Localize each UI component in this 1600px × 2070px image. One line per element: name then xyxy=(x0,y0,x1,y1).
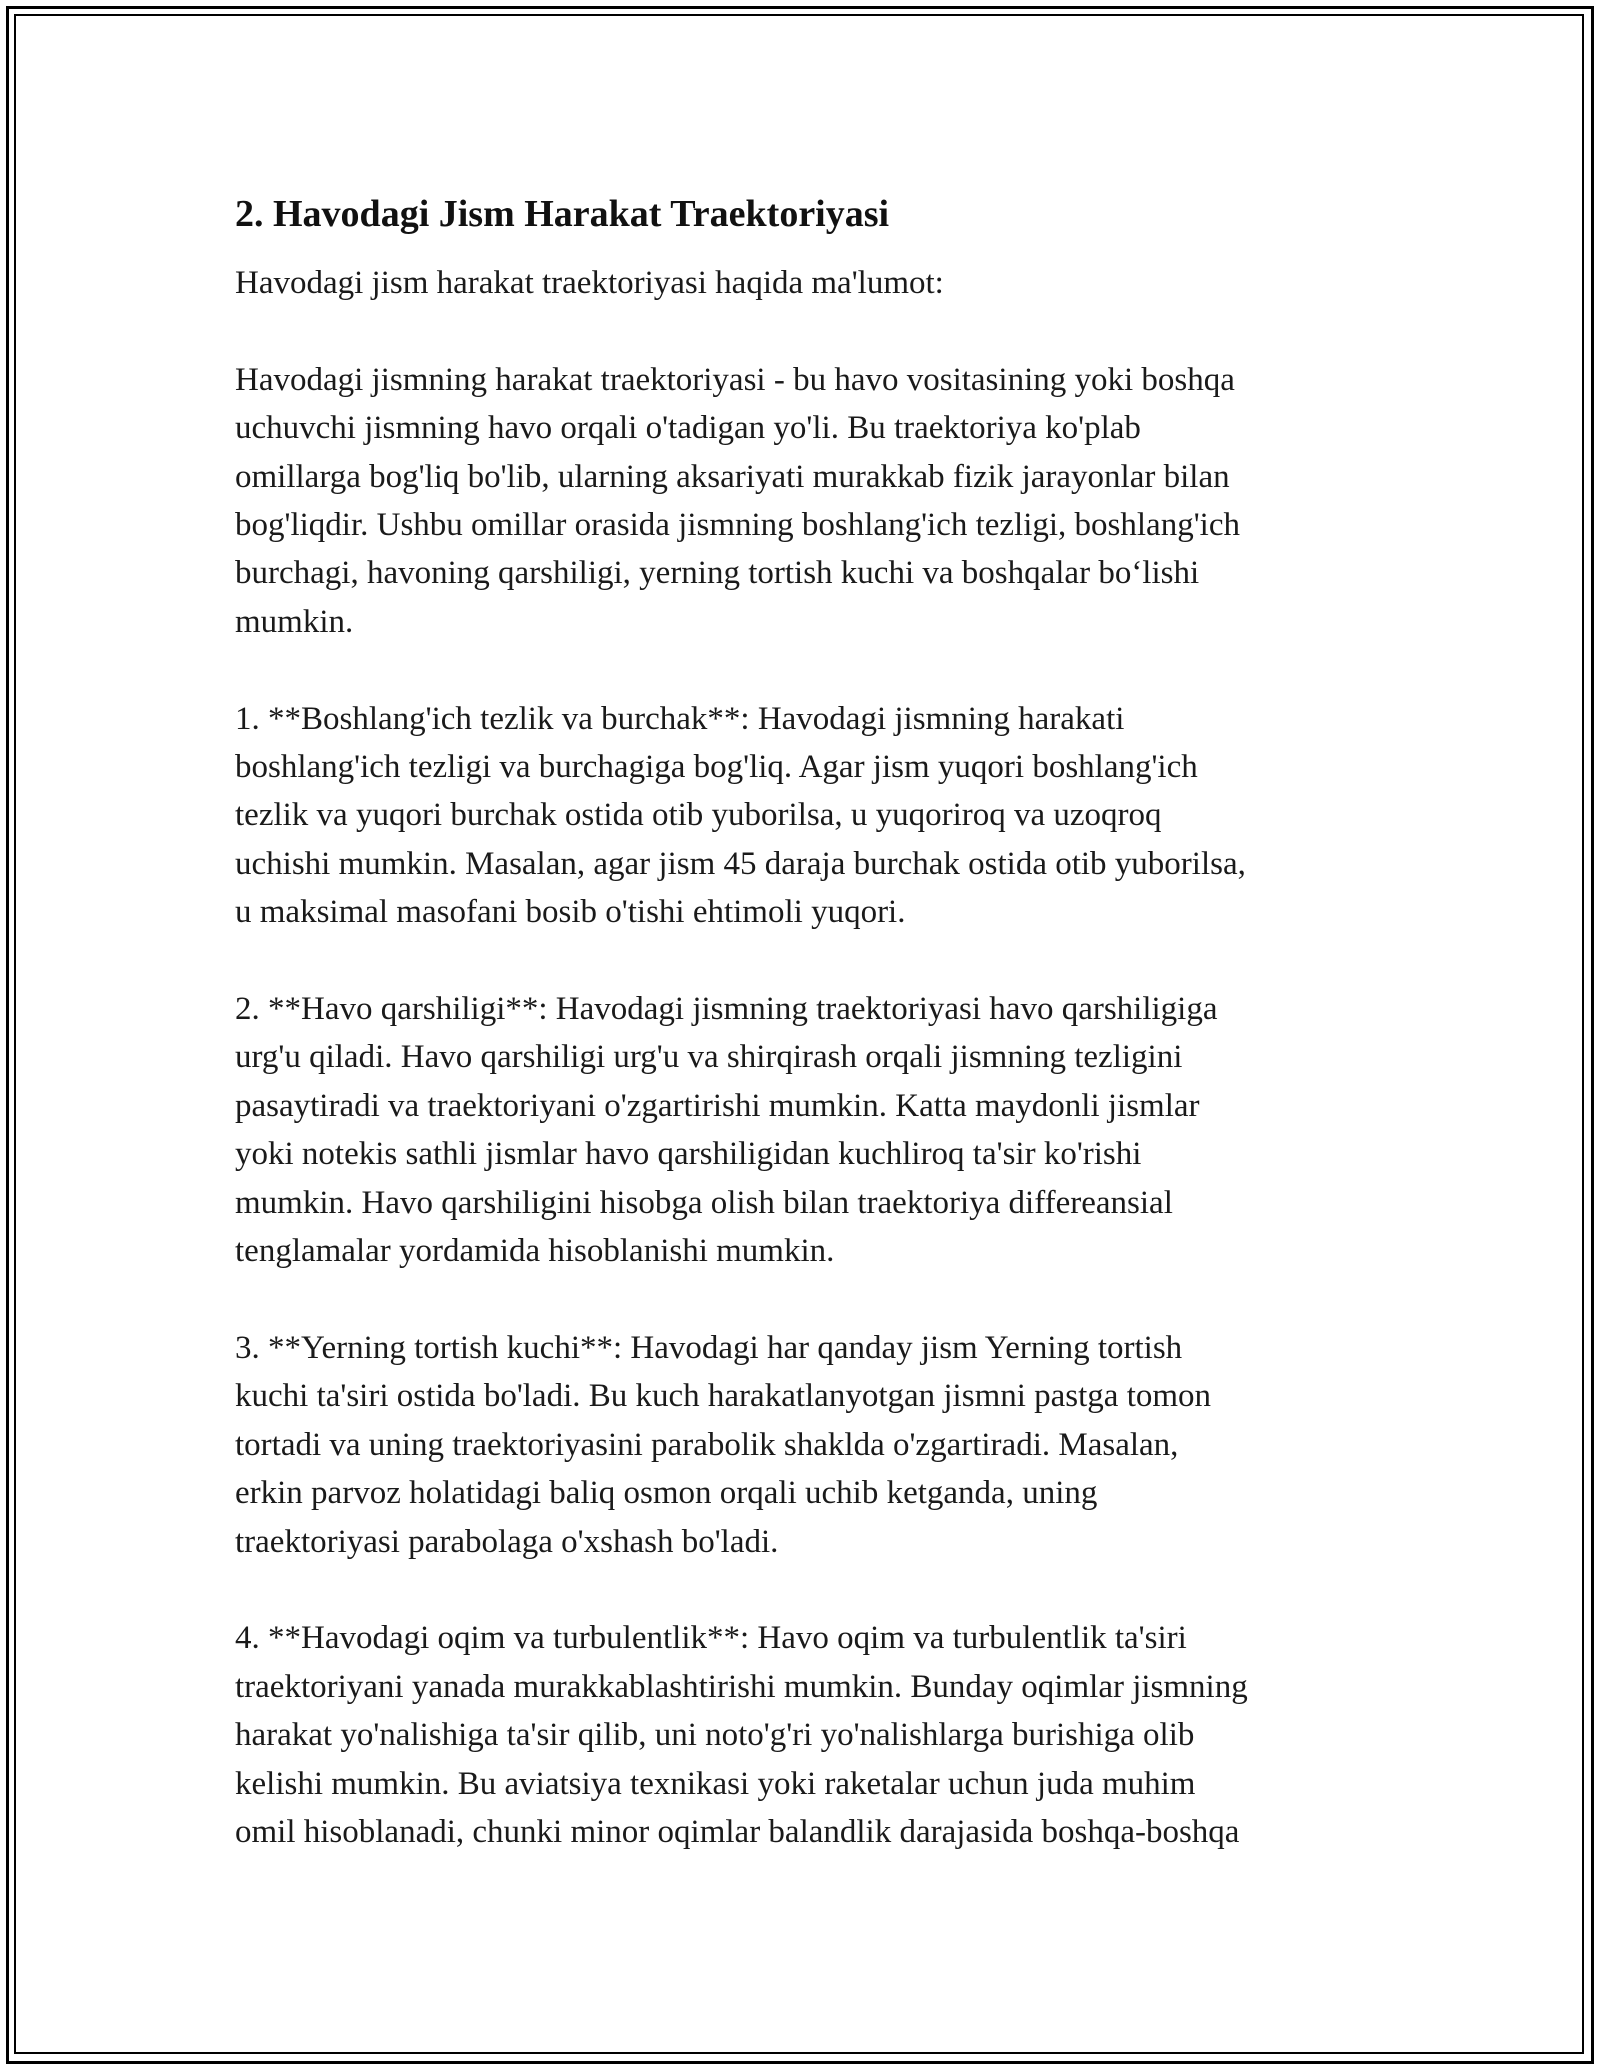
list-item-air-flow-turbulence: 4. **Havodagi oqim va turbulentlik**: Havo oqim va turbulentlik ta'siri traektoriyani yanada murakkablashtirishi mumkin. Bunday oqimlar jismning harakat yo'nalishiga ta'sir qilib, uni noto'g'ri yo'nalishlarga burishiga olib kelishi mumkin. Bu aviatsiya texnikasi yoki raketalar uchun juda muhim omil hisoblanadi, chunki minor oqimlar balandlik darajasida boshqa-boshqa xyxy=(235,1620,1248,1850)
overview-paragraph: Havodagi jismning harakat traektoriyasi - bu havo vositasining yoki boshqa uchuvchi jismning havo orqali o'tadigan yo'li. Bu traektoriya ko'plab omillarga bog'liq bo'lib, ularning aksariyati murakkab fizik jarayonlar bilan bog'liqdir. Ushbu omillar orasida jismning boshlang'ich tezligi, boshlang'ich burchagi, havoning qarshiligi, yerning tortish kuchi va boshqalar bo‘lishi mumkin. xyxy=(235,361,1240,640)
list-item-initial-velocity: 1. **Boshlang'ich tezlik va burchak**: Havodagi jismning harakati boshlang'ich tezligi va burchagiga bog'liq. Agar jism yuqori boshlang'ich tezlik va yuqori burchak ostida otib yuborilsa, u yuqoriroq va uzoqroq uchishi mumkin. Masalan, agar jism 45 daraja burchak ostida otib yuborilsa, u maksimal masofani bosib o'tishi ehtimoli yuqori. xyxy=(235,700,1246,931)
list-item-air-resistance: 2. **Havo qarshiligi**: Havodagi jismning traektoriyasi havo qarshiligiga urg'u qiladi. Havo qarshiligi urg'u va shirqirash orqali jismning tezligini pasaytiradi va traektoriyani o'zgartirishi mumkin. Katta maydonli jismlar yoki notekis sathli jismlar havo qarshiligidan kuchliroq ta'sir ko'rishi mumkin. Havo qarshiligini hisobga olish bilan traektoriya differeansial tenglamalar yordamida hisoblanishi mumkin. xyxy=(235,991,1218,1270)
document-body xyxy=(235,190,1375,1856)
intro-paragraph: Havodagi jism harakat traektoriyasi haqida ma'lumot: xyxy=(235,265,944,301)
section-heading: 2. Havodagi Jism Harakat Traektoriyasi xyxy=(235,193,890,235)
list-item-gravity: 3. **Yerning tortish kuchi**: Havodagi har qanday jism Yerning tortish kuchi ta'siri ostida bo'ladi. Bu kuch harakatlanyotgan jismni pastga tomon tortadi va uning traektoriyasini parabolik shaklda o'zgartiradi. Masalan, erkin parvoz holatidagi baliq osmon orqali uchib ketganda, uning traektoriyasi parabolaga o'xshash bo'ladi. xyxy=(235,1329,1212,1560)
